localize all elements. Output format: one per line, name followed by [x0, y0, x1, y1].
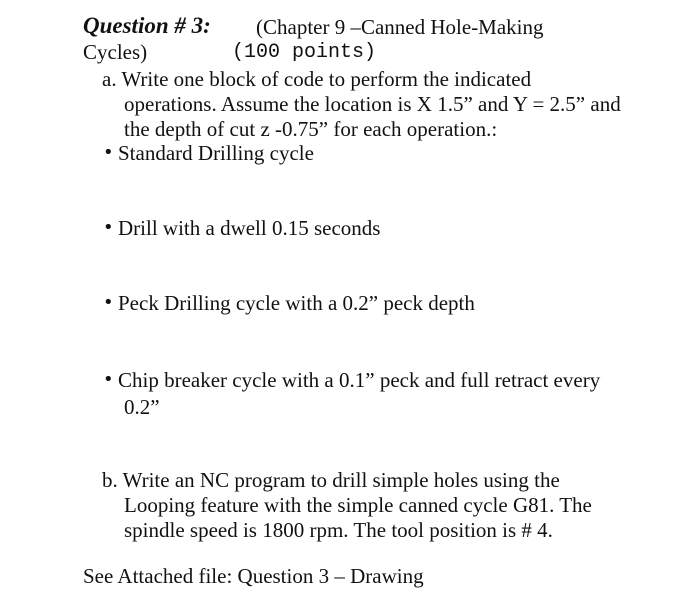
chapter-title-line2: Cycles) [83, 40, 148, 64]
part-b-line-2: Looping feature with the simple canned cycle G81. The [124, 493, 592, 517]
bullet-icon: • [103, 142, 114, 163]
question-number: Question # 3: [83, 13, 211, 38]
bullet-icon: • [103, 217, 114, 238]
chapter-title-line1: (Chapter 9 –Canned Hole-Making [256, 15, 544, 39]
list-item-standard-drilling: Standard Drilling cycle [118, 141, 314, 165]
list-item-peck-drilling: Peck Drilling cycle with a 0.2” peck depth [118, 291, 475, 315]
list-item-chip-breaker-continuation: 0.2” [124, 395, 160, 419]
part-a-line-2: operations. Assume the location is X 1.5” and Y = 2.5” and [124, 92, 621, 116]
attachment-note: See Attached file: Question 3 – Drawing [83, 564, 424, 588]
bullet-icon: • [103, 292, 114, 313]
points-label: (100 points) [232, 41, 377, 64]
part-b-line-3: spindle speed is 1800 rpm. The tool position is # 4. [124, 518, 553, 542]
part-a-line-1: a. Write one block of code to perform the indicated [102, 67, 532, 91]
list-item-drill-dwell: Drill with a dwell 0.15 seconds [118, 216, 381, 240]
part-b-line-1: b. Write an NC program to drill simple holes using the [102, 468, 560, 492]
bullet-icon: • [103, 369, 114, 390]
list-item-chip-breaker: Chip breaker cycle with a 0.1” peck and full retract every [118, 368, 601, 392]
part-a-line-3: the depth of cut z -0.75” for each operation.: [124, 117, 498, 141]
